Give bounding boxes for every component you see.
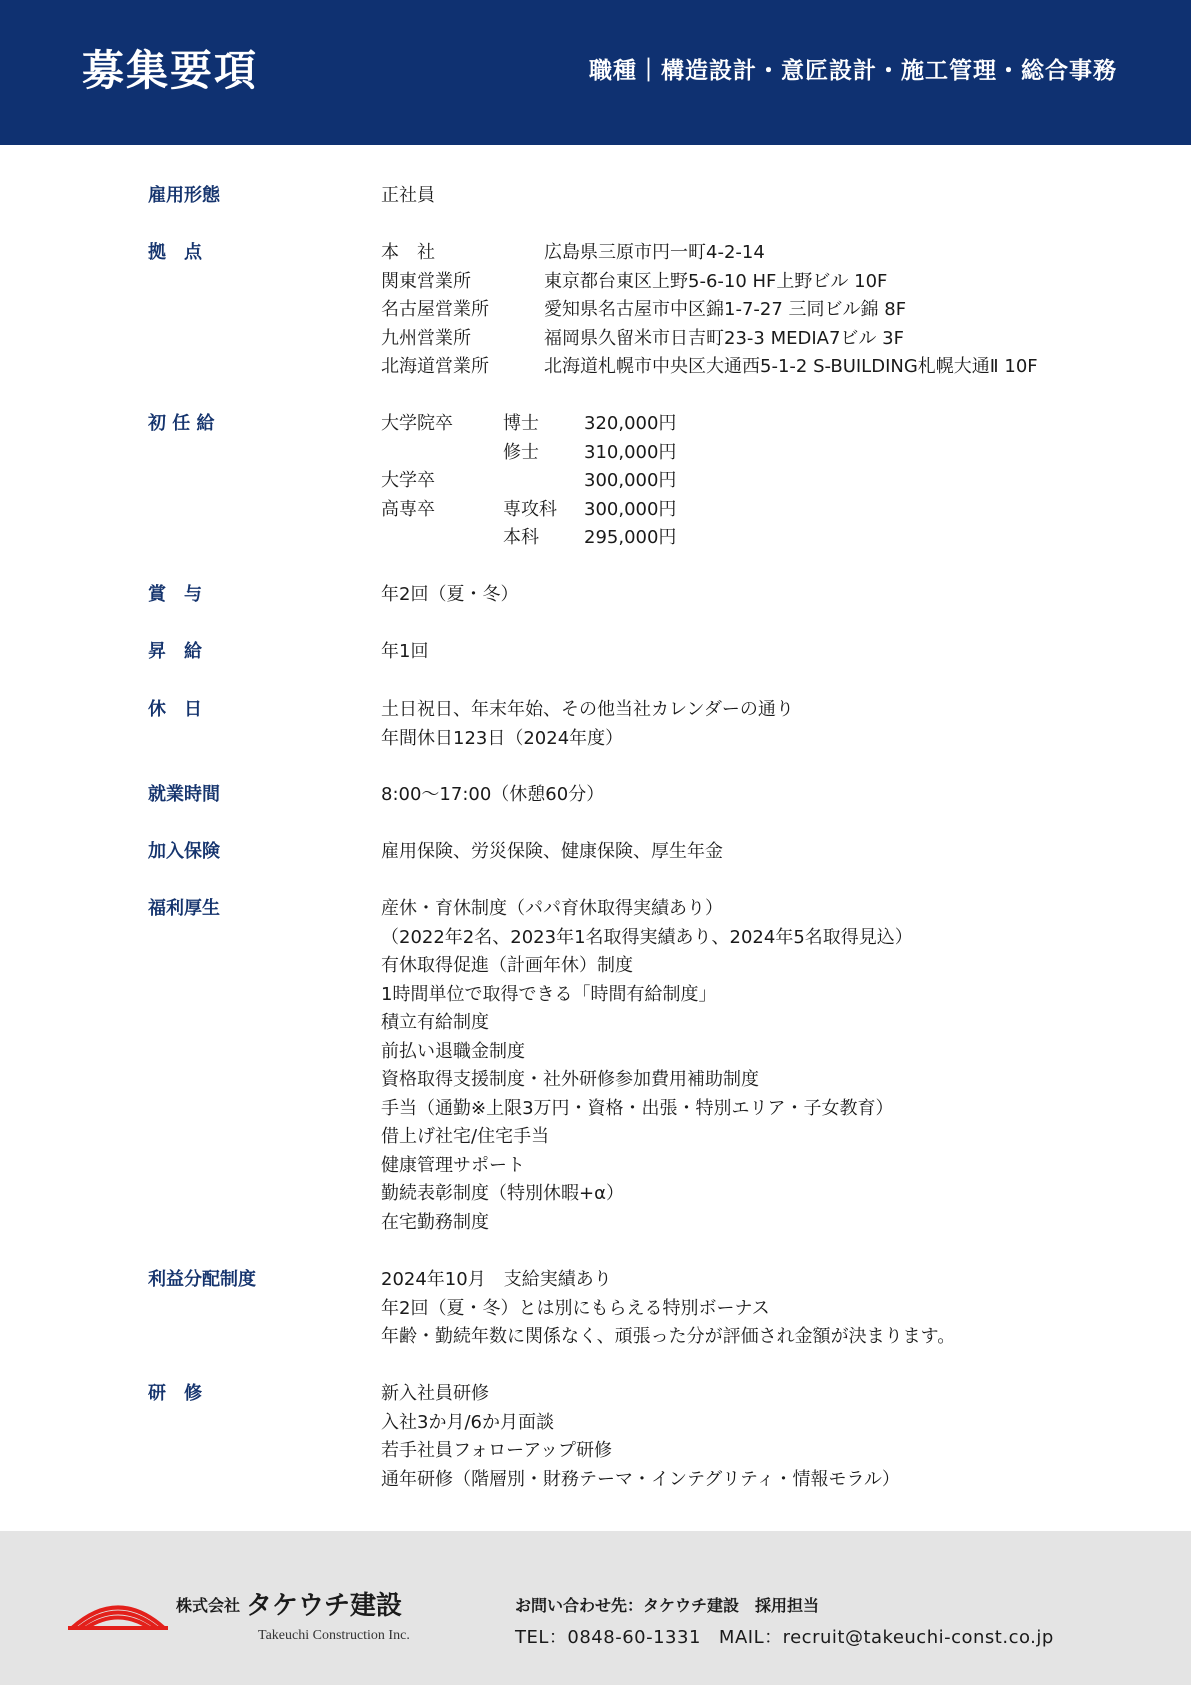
training-label: 研 修 xyxy=(148,1383,202,1404)
training-row xyxy=(148,1380,1128,1494)
raise-value: 年1回 xyxy=(381,641,429,662)
salary-education: 大学卒 xyxy=(381,470,435,491)
welfare-list xyxy=(381,895,913,1237)
salary-amount: 300,000円 xyxy=(584,470,677,491)
locations-label: 拠 点 xyxy=(148,242,202,263)
locations-row xyxy=(148,239,1128,382)
salary-degree xyxy=(503,467,584,496)
training-item: 若手社員フォローアップ研修 xyxy=(381,1440,612,1461)
training-list xyxy=(381,1380,900,1494)
profit-sharing-row xyxy=(148,1266,1128,1352)
hours-label: 就業時間 xyxy=(148,784,220,805)
training-item: 入社3か月/6か月面談 xyxy=(381,1411,554,1433)
location-item xyxy=(381,296,1038,325)
welfare-item: （2022年2名、2023年1名取得実績あり、2024年5名取得見込） xyxy=(381,926,913,948)
bonus-value: 年2回（夏・冬） xyxy=(381,584,519,605)
welfare-row xyxy=(148,895,1128,1237)
location-item xyxy=(381,325,1038,354)
contact-tel-mail xyxy=(515,1623,1054,1649)
salary-item xyxy=(381,410,676,439)
salary-amount: 320,000円 xyxy=(584,413,677,434)
salary-degree: 修士 xyxy=(503,441,539,463)
welfare-item: 在宅勤務制度 xyxy=(381,1211,489,1233)
page-title: 募集要項 xyxy=(82,46,259,95)
location-name: 九州営業所 xyxy=(381,327,471,349)
employment-label: 雇用形態 xyxy=(148,185,220,206)
salary-label: 初 任 給 xyxy=(148,413,215,434)
salary-item xyxy=(381,524,676,553)
location-item xyxy=(381,239,1038,268)
profit-sharing-lines xyxy=(381,1266,955,1352)
salary-degree: 本科 xyxy=(503,527,539,548)
salary-item xyxy=(381,439,676,468)
contact-info: お問い合わせ先：タケウチ建設 採用担当 xyxy=(515,1596,820,1615)
hours-value: 8:00～17:00（休憩60分） xyxy=(381,784,605,805)
job-types: 職種｜構造設計・意匠設計・施工管理・総合事務 xyxy=(589,58,1117,84)
company-name-text: タケウチ建設 xyxy=(246,1591,403,1621)
salary-education xyxy=(381,439,503,468)
welfare-label: 福利厚生 xyxy=(148,898,220,919)
welfare-item: 手当（通勤※上限3万円・資格・出張・特別エリア・子女教育） xyxy=(381,1097,894,1119)
location-name: 名古屋営業所 xyxy=(381,299,489,320)
profit-sharing-line: 年齢・勤続年数に関係なく、頑張った分が評価され金額が決まります。 xyxy=(381,1326,956,1347)
profit-sharing-line: 2024年10月 支給実績あり xyxy=(381,1269,612,1290)
location-name: 関東営業所 xyxy=(381,270,471,292)
page-footer xyxy=(0,1531,1191,1685)
salary-amount: 300,000円 xyxy=(584,498,677,520)
bonus-row xyxy=(148,581,1128,610)
holidays-line: 土日祝日、年末年始、その他当社カレンダーの通り xyxy=(381,699,794,720)
profit-sharing-line: 年2回（夏・冬）とは別にもらえる特別ボーナス xyxy=(381,1297,770,1319)
welfare-item: 健康管理サポート xyxy=(381,1154,525,1176)
insurance-value: 雇用保険、労災保険、健康保険、厚生年金 xyxy=(381,841,723,862)
welfare-item: 借上げ社宅/住宅手当 xyxy=(381,1126,550,1147)
employment-row xyxy=(148,182,1128,211)
holidays-lines xyxy=(381,696,794,753)
holidays-line: 年間休日123日（2024年度） xyxy=(381,727,624,749)
company-name xyxy=(176,1593,402,1619)
raise-row xyxy=(148,638,1128,667)
welfare-item: 資格取得支援制度・社外研修参加費用補助制度 xyxy=(381,1069,759,1090)
salary-item xyxy=(381,496,676,525)
salary-degree: 博士 xyxy=(503,413,539,434)
salary-education: 高専卒 xyxy=(381,498,435,520)
location-address: 北海道札幌市中央区大通西5-1-2 S-BUILDING札幌大通Ⅱ 10F xyxy=(544,356,1038,377)
training-item: 新入社員研修 xyxy=(381,1383,489,1404)
holidays-label: 休 日 xyxy=(148,699,202,720)
salary-table xyxy=(381,410,676,553)
salary-amount: 295,000円 xyxy=(584,527,677,548)
training-item: 通年研修（階層別・財務テーマ・インテグリティ・情報モラル） xyxy=(381,1468,900,1490)
location-address: 広島県三原市円一町4-2-14 xyxy=(544,242,765,263)
profit-sharing-label: 利益分配制度 xyxy=(148,1269,256,1290)
welfare-item: 前払い退職金制度 xyxy=(381,1040,525,1062)
welfare-item: 積立有給制度 xyxy=(381,1012,489,1033)
raise-label: 昇 給 xyxy=(148,641,202,662)
location-name: 本 社 xyxy=(381,242,435,263)
welfare-item: 勤続表彰制度（特別休暇+α） xyxy=(381,1183,624,1204)
locations-list xyxy=(381,239,1038,382)
location-item xyxy=(381,353,1038,382)
salary-education xyxy=(381,524,503,553)
welfare-item: 有休取得促進（計画年休）制度 xyxy=(381,955,633,976)
hours-row xyxy=(148,781,1128,810)
bridge-arch-logo-icon xyxy=(68,1595,168,1631)
insurance-label: 加入保険 xyxy=(148,841,220,862)
welfare-item: 産休・育休制度（パパ育休取得実績あり） xyxy=(381,898,723,919)
email-link[interactable]: MAIL：recruit@takeuchi-const.co.jp xyxy=(718,1627,1054,1648)
page-header xyxy=(0,0,1191,145)
salary-amount: 310,000円 xyxy=(584,441,677,463)
location-address: 愛知県名古屋市中区錦1-7-27 三同ビル錦 8F xyxy=(544,299,907,320)
phone-number: TEL：0848-60-1331 xyxy=(515,1627,701,1648)
salary-education: 大学院卒 xyxy=(381,413,453,434)
location-item xyxy=(381,268,1038,297)
insurance-row xyxy=(148,838,1128,867)
company-prefix: 株式会社 xyxy=(176,1596,241,1615)
salary-degree: 専攻科 xyxy=(503,498,557,520)
holidays-row xyxy=(148,696,1128,753)
salary-row xyxy=(148,410,1128,553)
salary-item xyxy=(381,467,676,496)
employment-value: 正社員 xyxy=(381,185,435,206)
company-name-en: Takeuchi Construction Inc. xyxy=(258,1628,410,1643)
location-name: 北海道営業所 xyxy=(381,356,489,377)
bonus-label: 賞 与 xyxy=(148,584,202,605)
location-address: 東京都台東区上野5-6-10 HF上野ビル 10F xyxy=(544,270,888,292)
location-address: 福岡県久留米市日吉町23-3 MEDIA7ビル 3F xyxy=(544,327,904,349)
welfare-item: 1時間単位で取得できる「時間有給制度」 xyxy=(381,983,717,1005)
